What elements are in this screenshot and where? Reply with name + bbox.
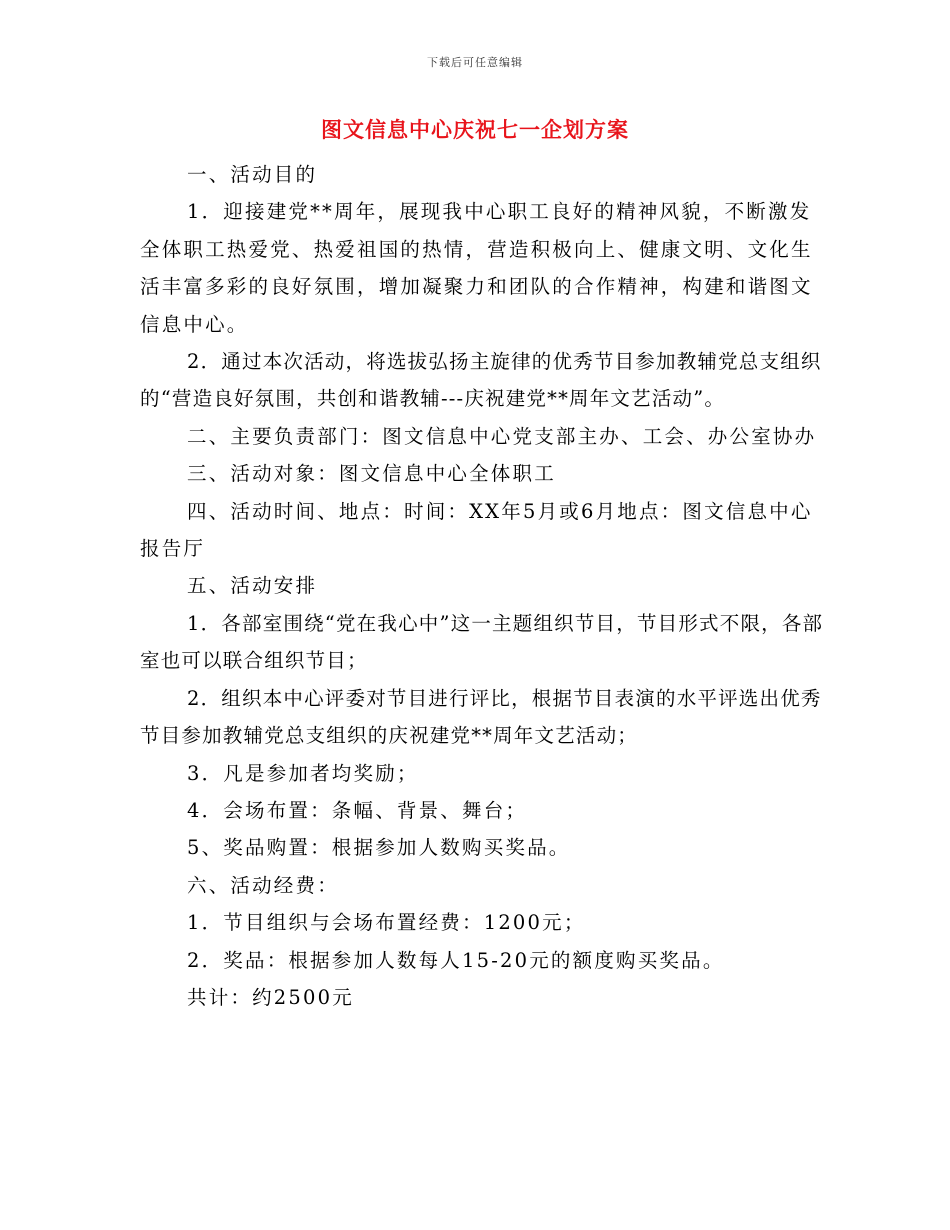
section-audience: 三、活动对象：图文信息中心全体职工 bbox=[187, 462, 556, 486]
paragraph-arrangement-3: 3．凡是参加者均奖励； bbox=[187, 761, 419, 785]
section-heading-purpose: 一、活动目的 bbox=[187, 163, 318, 186]
section-departments: 二、主要负责部门：图文信息中心党支部主办、工会、办公室协办 bbox=[187, 424, 817, 448]
paragraph-purpose-1: 1．迎接建党**周年，展现我中心职工良好的精神风貌，不断激发全体职工热爱党、热爱祖国的热情，营造积极向上、健康文明、文化生活丰富多彩的良好氛围，增加凝聚力和团队的合作精神，构建和谐图文信息中心。 bbox=[140, 200, 813, 336]
paragraph-arrangement-4: 4．会场布置：条幅、背景、舞台； bbox=[187, 798, 528, 822]
paragraph-purpose-2: 2．通过本次活动，将选拔弘扬主旋律的优秀节目参加教辅党总支组织的“营造良好氛围，共创和谐教辅---庆祝建党**周年文艺活动”。 bbox=[140, 350, 822, 411]
section-time-place: 四、活动时间、地点：时间：XX年5月或6月地点：图文信息中心报告厅 bbox=[140, 499, 813, 561]
paragraph-budget-2: 2．奖品：根据参加人数每人15-20元的额度购买奖品。 bbox=[187, 948, 725, 972]
document-body bbox=[140, 156, 825, 1016]
section-heading-arrangement: 五、活动安排 bbox=[187, 574, 318, 598]
paragraph-budget-total: 共计：约2500元 bbox=[187, 985, 354, 1009]
paragraph-arrangement-5: 5、奖品购置：根据参加人数购买奖品。 bbox=[187, 836, 571, 860]
document-title: 图文信息中心庆祝七一企划方案 bbox=[321, 118, 629, 142]
header-note: 下载后可任意编辑 bbox=[427, 56, 523, 69]
paragraph-budget-1: 1．节目组织与会场布置经费：1200元； bbox=[187, 911, 586, 935]
paragraph-arrangement-1: 1．各部室围绕“党在我心中”这一主题组织节目，节目形式不限，各部室也可以联合组织节目； bbox=[140, 611, 824, 673]
paragraph-arrangement-2: 2．组织本中心评委对节目进行评比，根据节目表演的水平评选出优秀节目参加教辅党总支组织的庆祝建党**周年文艺活动； bbox=[140, 686, 822, 748]
section-heading-budget: 六、活动经费： bbox=[187, 873, 339, 897]
